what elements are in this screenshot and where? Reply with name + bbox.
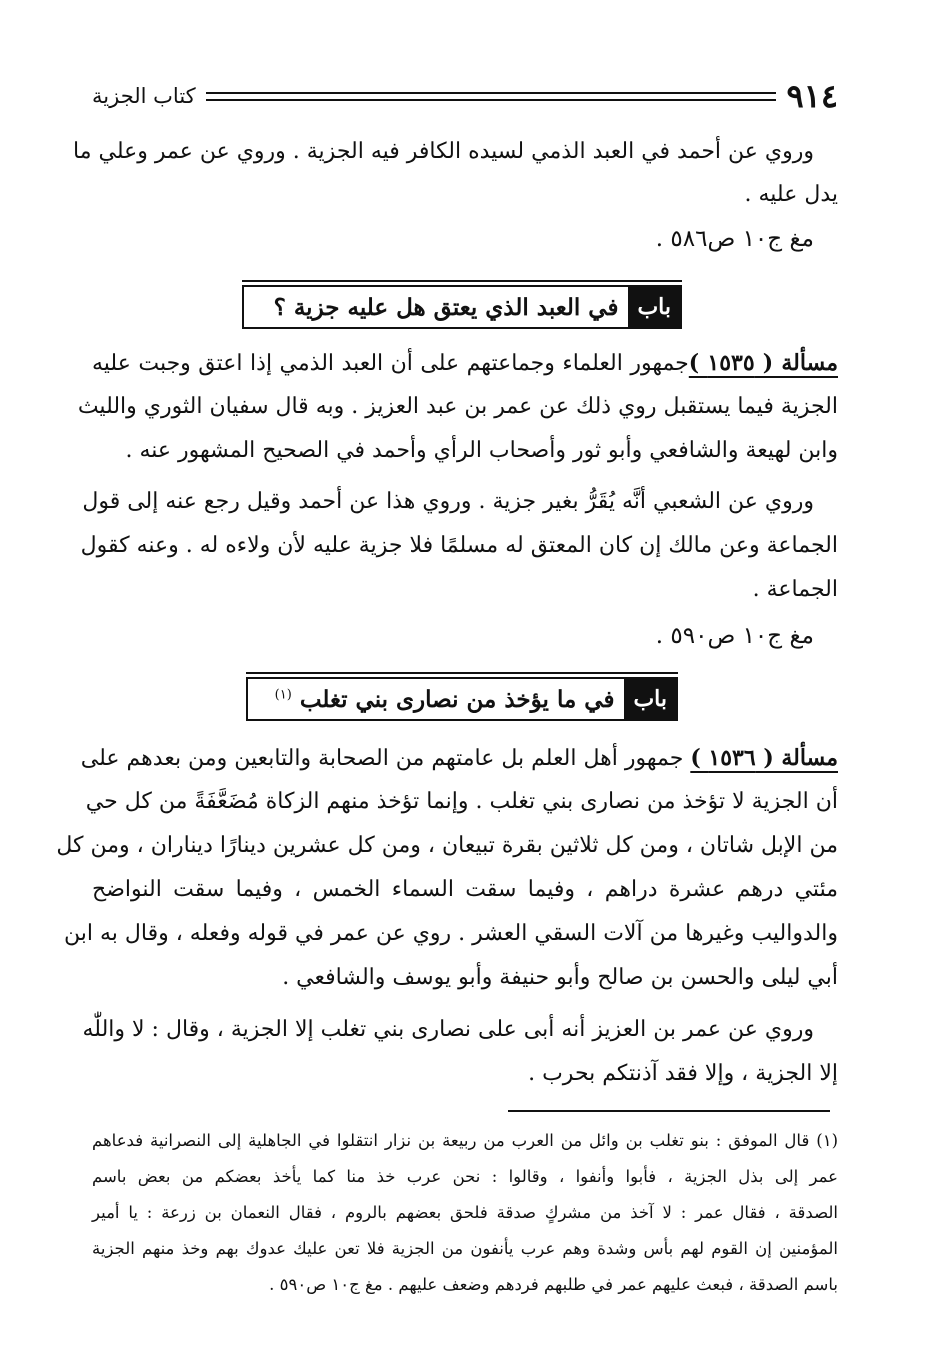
text-line: والدواليب وغيرها من آلات السقي العشر . روي عن عمر في قوله وفعله ، وقال به ابن: [64, 921, 838, 946]
section-heading: [246, 672, 678, 721]
footnote-separator: [508, 1110, 830, 1112]
text-line: مسألة ( ١٥٣٥ )جمهور العلماء وجماعتهم على أن العبد الذمي إذا اعتق وجبت عليه: [92, 350, 838, 376]
text-line: وروي عن الشعبي أنَّه يُقَرُّ بغير جزية . وروي هذا عن أحمد وقيل رجع عنه إلى قول: [82, 489, 814, 514]
text-line: من الإبل شاتان ، ومن كل ثلاثين بقرة تبيعان ، ومن كل عشرين دينارًا ديناران ، ومن كل: [56, 833, 838, 858]
footnote-line: الصدقة ، فقال عمر : لا آخذ من مشركٍ صدقة فلحق بعضهم بالروم ، فقال النعمان بن زرعة : يا أمير: [92, 1203, 838, 1222]
source-reference: مغ ج١٠ ص٥٨٦ .: [655, 226, 814, 252]
text-line: يدل عليه .: [744, 182, 838, 207]
text-line: وروي عن عمر بن العزيز أنه أبى على نصارى بني تغلب إلا الجزية ، وقال : لا واللّٰه: [82, 1017, 814, 1042]
text-line: الجماعة وعن مالك إن كان المعتق له مسلمًا فلا جزية عليه لأن ولاءه له . وعنه كقول: [80, 533, 838, 558]
running-title: كتاب الجزية: [92, 84, 196, 108]
footnote-line: المؤمنين إن القوم لهم بأس وشدة وهم عرب يأنفون من الجزية فلا تعن عليك عدوك بهم وخذ منهم الجزية: [92, 1239, 838, 1258]
text-line: إلا الجزية ، وإلا فقد آذنتكم بحرب .: [528, 1061, 838, 1086]
section-title: في ما يؤخذ من نصارى بني تغلب $^{(١)}$: [274, 685, 615, 713]
header-rule: [206, 92, 777, 101]
chapter-tag: باب: [624, 679, 676, 719]
text-line: أبي ليلى والحسن بن صالح وأبو حنيفة وأبو يوسف والشافعي .: [282, 965, 838, 990]
issue-number: مسألة ( ١٥٣٦ ): [690, 745, 838, 771]
text-line: وروي عن أحمد في العبد الذمي لسيده الكافر فيه الجزية . وروي عن عمر وعلي ما: [73, 139, 814, 164]
section-heading-box: [242, 285, 682, 329]
section-title: في العبد الذي يعتق هل عليه جزية ؟: [273, 293, 619, 321]
text-line: مسألة ( ١٥٣٦ ) جمهور أهل العلم بل عامتهم من الصحابة والتابعين ومن بعدهم على: [80, 745, 838, 771]
footnote-line: عمر إلى بذل الجزية ، فأبوا وأنفوا ، وقالوا : نحن عرب خذ منا كما يأخذ بعضكم من بعض باسم: [92, 1167, 838, 1186]
text-line: أن الجزية لا تؤخذ من نصارى بني تغلب . وإنما تؤخذ منهم الزكاة مُضَعَّفَةً من كل حي: [85, 789, 838, 814]
text-line: الجزية فيما يستقبل روي ذلك عن عمر بن عبد العزيز . وبه قال سفيان الثوري والليث: [77, 394, 838, 419]
text-line: الجماعة .: [752, 577, 838, 602]
source-reference: مغ ج١٠ ص٥٩٠ .: [655, 623, 814, 649]
page-number: ٩١٤: [786, 77, 838, 115]
text-line: وابن لهيعة والشافعي وأبو ثور وأصحاب الرأي وأحمد في الصحيح المشهور عنه .: [125, 438, 838, 463]
page-header: [92, 76, 838, 116]
issue-number: مسألة ( ١٥٣٥ ): [688, 350, 838, 376]
text-line: مئتي درهم عشرة دراهم ، وفيما سقت السماء الخمس ، وفيما سقت النواضح: [92, 877, 838, 902]
footnote-line: باسم الصدقة ، فبعث عليهم عمر في طلبهم فردهم وضعف عليهم . مغ ج١٠ ص٥٩٠ .: [269, 1275, 838, 1294]
footnote-marker: (١): [274, 686, 292, 702]
footnote-line: (١) قال الموفق : بنو تغلب بن وائل من العرب من ربيعة بن نزار انتقلوا في الجاهلية إلى النصرانية فدعاهم: [92, 1131, 838, 1150]
section-heading-box: [246, 677, 678, 721]
section-heading: [242, 280, 682, 329]
chapter-tag: باب: [628, 287, 680, 327]
